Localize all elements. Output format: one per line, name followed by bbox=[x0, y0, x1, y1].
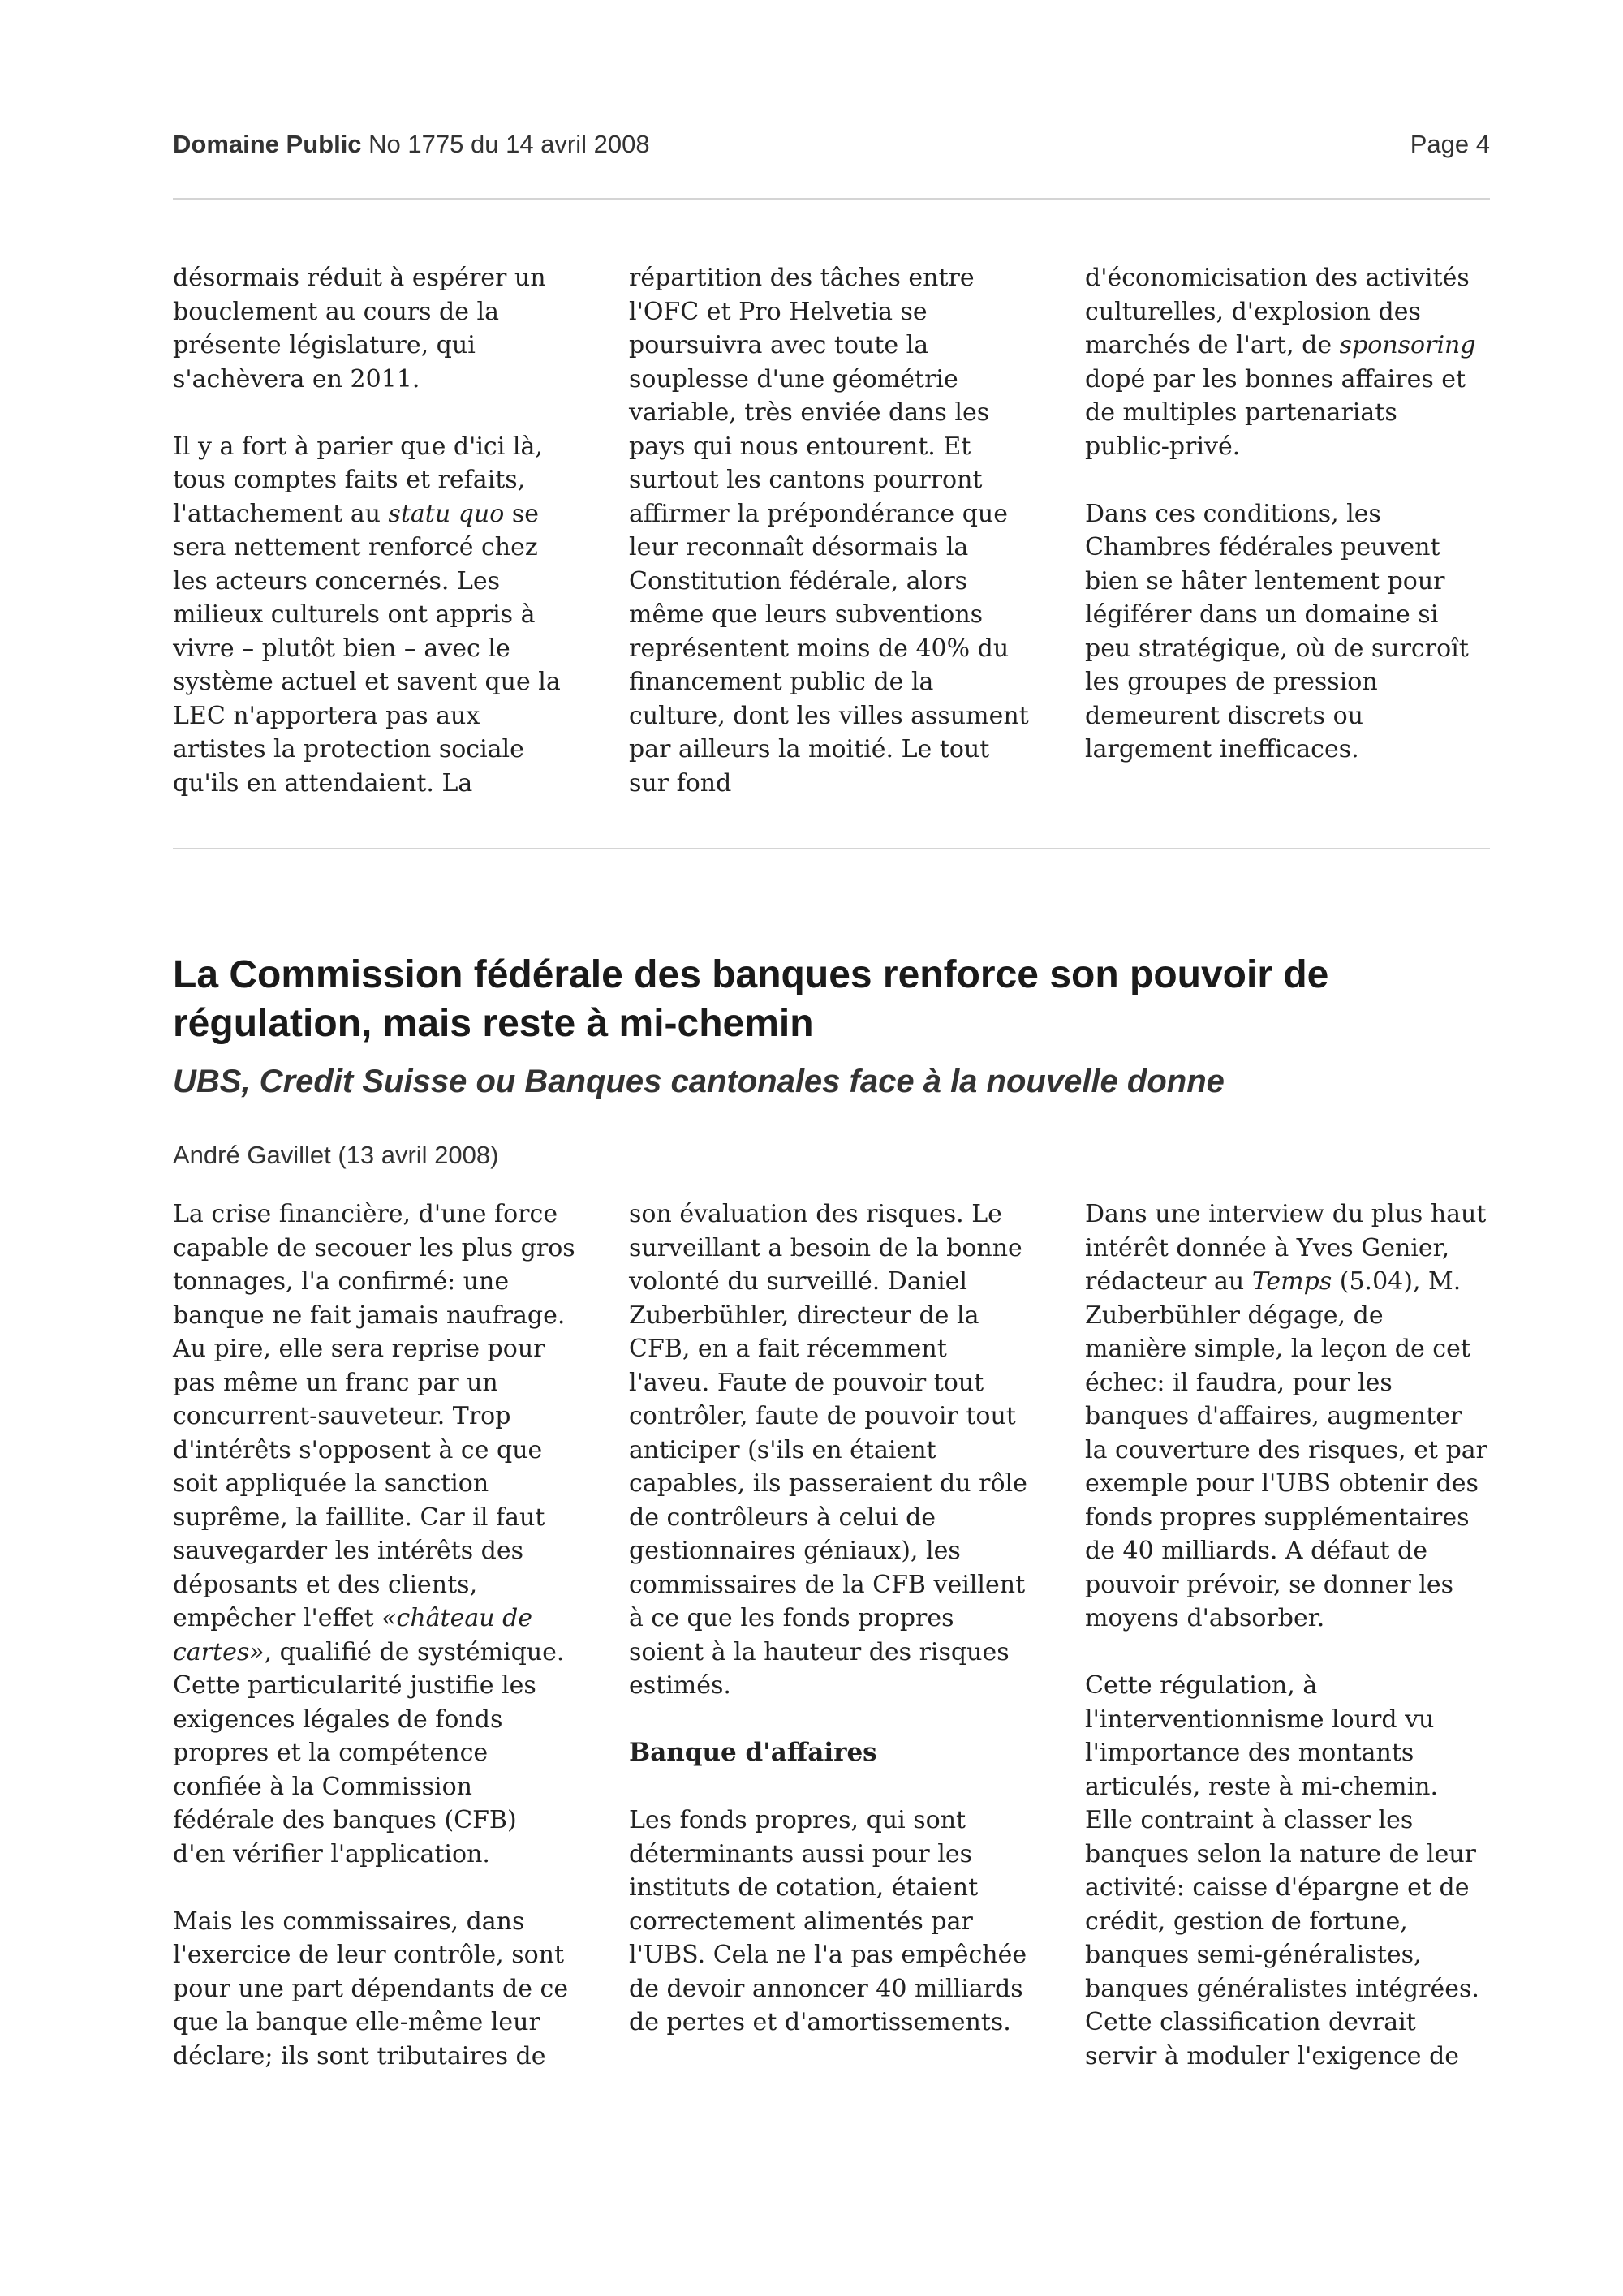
paragraph bbox=[173, 1197, 576, 1871]
article-subtitle: UBS, Credit Suisse ou Banques cantonales face à la nouvelle donne bbox=[173, 1064, 1225, 1099]
article-columns bbox=[173, 1197, 1490, 2073]
paragraph: Les fonds propres, qui sont déterminants aussi pour les instituts de cotation, étaient correctement alimentés par l'UBS. Cela ne l'a pas empêchée de devoir annoncer 40 milliards de pertes et d'amortissements. bbox=[629, 1806, 1027, 2036]
text-run: Il y a fort à parier que d'ici là, tous comptes faits et refaits, l'attachement au bbox=[173, 432, 543, 528]
paragraph: désormais réduit à espérer un bouclement au cours de la présente législature, qui s'achèvera en 2011. bbox=[173, 264, 546, 393]
paragraph: répartition des tâches entre l'OFC et Pro Helvetia se poursuivra avec toute la souplesse d'une géométrie variable, très enviée dans les pays qui nous entourent. Et surtout les cantons pourront affirmer la prépondérance que leur reconnaît désormais la Constitution fédérale, alors même que leurs subventions représentent moins de 40% du financement public de la culture, dont les villes assument par ailleurs la moitié. Le tout sur fond bbox=[629, 264, 1029, 798]
page-number: Page 4 bbox=[1410, 130, 1490, 158]
paragraph: Dans ces conditions, les Chambres fédérales peuvent bien se hâter lentement pour légiférer dans un domaine si peu stratégique, où de surcroît les groupes de pression demeurent discrets ou largement inefficaces. bbox=[1085, 499, 1469, 763]
page-header bbox=[173, 130, 1490, 166]
issue-info: No 1775 du 14 avril 2008 bbox=[368, 130, 650, 158]
article-column bbox=[629, 1197, 1032, 2073]
article-column bbox=[1085, 1197, 1488, 2073]
article-title: La Commission fédérale des banques renforce son pouvoir de régulation, mais reste à mi-chemin bbox=[173, 953, 1329, 1045]
paragraph bbox=[1085, 1197, 1488, 1636]
section-heading: Banque d'affaires bbox=[629, 1738, 877, 1767]
previous-article-columns bbox=[173, 261, 1490, 800]
previous-article-column bbox=[629, 261, 1032, 800]
header-divider bbox=[173, 198, 1490, 200]
italic-text: statu quo bbox=[388, 499, 505, 528]
text-run: dopé par les bonnes affaires et de multiples partenariats public-privé. bbox=[1085, 364, 1466, 461]
paragraph bbox=[1085, 261, 1488, 463]
publication-name: Domaine Public bbox=[173, 130, 362, 158]
paragraph: son évaluation des risques. Le surveillant a besoin de la bonne volonté du surveillé. Daniel Zuberbühler, directeur de la CFB, en a fait récemment l'aveu. Faute de pouvoir tout contrôler, faute de pouvoir tout anticiper (s'ils en étaient capables, ils passeraient du rôle de contrôleurs à celui de gestionnaires géniaux), les commissaires de la CFB veillent à ce que les fonds propres soient à la hauteur des risques estimés. bbox=[629, 1200, 1027, 1700]
text-run: d'économicisation des activités culturelles, d'explosion des marchés de l'art, de bbox=[1085, 264, 1470, 359]
text-run: Dans une interview du plus haut intérêt donnée à Yves Genier, rédacteur au bbox=[1085, 1200, 1487, 1296]
article-column bbox=[173, 1197, 576, 2073]
paragraph: Cette régulation, à l'interventionnisme lourd vu l'importance des montants articulés, reste à mi-chemin. Elle contraint à classer les banques selon la nature de leur activité: caisse d'épargne et de crédit, gestion de fortune, banques semi-généralistes, banques généralistes intégrées. Cette classification devrait servir à moduler l'exigence de bbox=[1085, 1671, 1479, 2070]
italic-text: «château de cartes» bbox=[173, 1604, 533, 1666]
italic-text: Temps bbox=[1251, 1267, 1332, 1296]
previous-article-column bbox=[173, 261, 576, 800]
paragraph bbox=[173, 430, 576, 801]
italic-text: sponsoring bbox=[1339, 331, 1476, 359]
paragraph: Mais les commissaires, dans l'exercice de leur contrôle, sont pour une part dépendants de ce que la banque elle-même leur déclare; ils sont tributaires de bbox=[173, 1907, 569, 2070]
article-divider bbox=[173, 848, 1490, 849]
previous-article-column bbox=[1085, 261, 1488, 800]
text-run: , qualifié de systémique. Cette particularité justifie les exigences légales de fonds propres et la compétence confiée à la Commission fédérale des banques (CFB) d'en vérifier l'application. bbox=[173, 1637, 565, 1868]
text-run: La crise financière, d'une force capable de secouer les plus gros tonnages, l'a confirmé: une banque ne fait jamais naufrage. Au pire, elle sera reprise pour pas même un franc par un concurrent-sauveteur. Trop d'intérêts s'opposent à ce que soit appliquée la sanction suprême, la faillite. Car il faut sauvegarder les intérêts des déposants et des clients, empêcher l'effet bbox=[173, 1200, 575, 1632]
text-run: se sera nettement renforcé chez les acteurs concernés. Les milieux culturels ont appris à vivre – plutôt bien – avec le système actuel et savent que la LEC n'apportera pas aux artistes la protection sociale qu'ils en attendaient. La bbox=[173, 499, 561, 798]
article-byline: André Gavillet (13 avril 2008) bbox=[173, 1141, 499, 1169]
text-run: (5.04), M. Zuberbühler dégage, de manière simple, la leçon de cet échec: il faudra, pour les banques d'affaires, augmenter la couverture des risques, et par exemple pour l'UBS obtenir des fonds propres supplémentaires de 40 milliards. A défaut de pouvoir prévoir, se donner les moyens d'absorber. bbox=[1085, 1267, 1487, 1632]
